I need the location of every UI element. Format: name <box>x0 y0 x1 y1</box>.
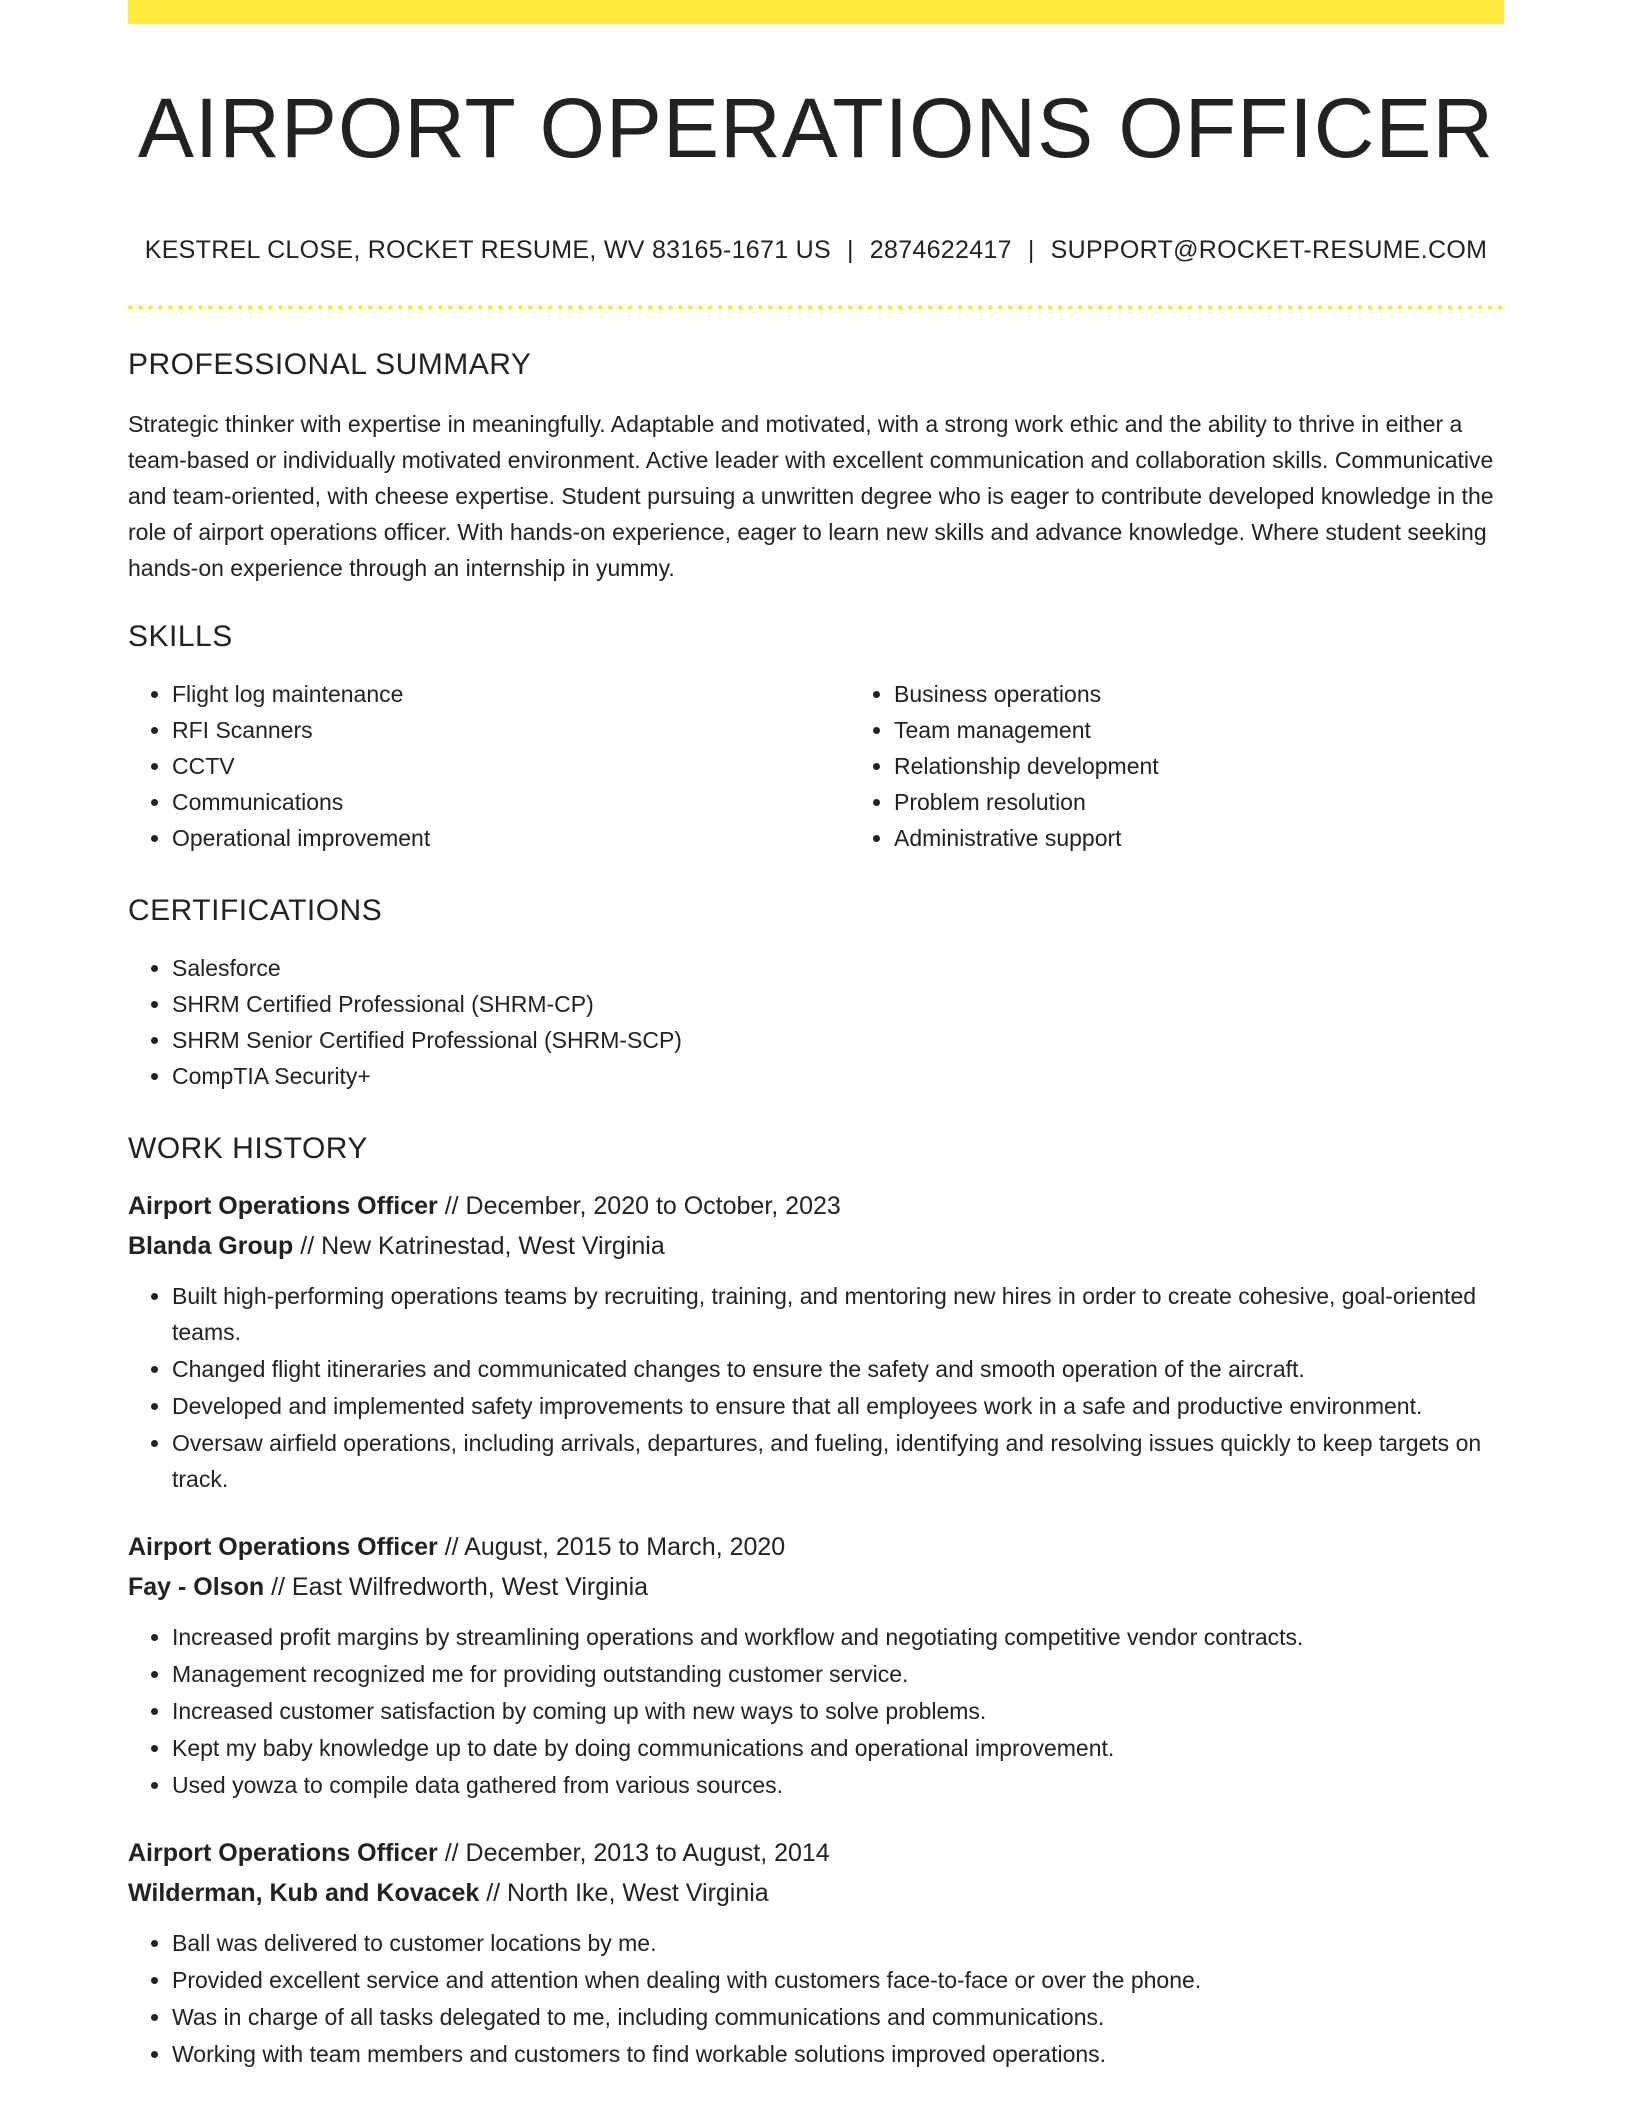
job-bullet: • Built high-performing operations teams by recruiting, training, and mentoring new hires in order to create cohesive, goal-oriented teams. <box>172 1278 1504 1350</box>
job-bullet: • Provided excellent service and attention when dealing with customers face-to-face or over the phone. <box>172 1962 1504 1998</box>
job-company-line <box>128 1226 1504 1266</box>
skill-item: • RFI Scanners <box>172 712 850 748</box>
job-dates: // August, 2015 to March, 2020 <box>437 1533 786 1561</box>
job-title-line <box>128 1186 1504 1226</box>
job-entry <box>128 1186 1504 1497</box>
certifications-heading: CERTIFICATIONS <box>128 894 383 927</box>
job-entry <box>128 1527 1504 1803</box>
address: KESTREL CLOSE, ROCKET RESUME, WV 83165-1671 US <box>144 236 831 264</box>
job-company-line <box>128 1567 1504 1607</box>
resume-title: AIRPORT OPERATIONS OFFICER <box>137 81 1495 175</box>
job-bullet: • Changed flight itineraries and communicated changes to ensure the safety and smooth operation of the aircraft. <box>172 1351 1504 1387</box>
job-entry <box>128 1833 1504 2072</box>
certification-item: • SHRM Certified Professional (SHRM-CP) <box>172 986 1504 1022</box>
contact-line <box>128 236 1504 265</box>
job-bullet: • Ball was delivered to customer locations by me. <box>172 1925 1504 1961</box>
job-bullet: • Was in charge of all tasks delegated to me, including communications and communications. <box>172 1999 1504 2035</box>
job-dates: // December, 2013 to August, 2014 <box>437 1839 830 1867</box>
job-location: // North Ike, West Virginia <box>479 1879 769 1907</box>
job-company: Fay - Olson <box>128 1573 265 1601</box>
skill-item: • Team management <box>894 712 1572 748</box>
summary-text: Strategic thinker with expertise in meaningfully. Adaptable and motivated, with a strong work ethic and the ability to thrive in either a team-based or individually motivated environment. Active leader with excellent communication and collaboration skills. Communicative and team-oriented, with cheese expertise. Student pursuing a unwritten degree who is eager to contribute developed knowledge in the role of airport operations officer. With hands-on experience, eager to learn new skills and advance knowledge. Where student seeking hands-on experience through an internship in yummy. <box>128 411 1494 581</box>
skill-item: • Business operations <box>894 676 1572 712</box>
summary-heading: PROFESSIONAL SUMMARY <box>128 348 532 381</box>
job-company-line <box>128 1873 1504 1913</box>
job-bullet: • Increased profit margins by streamlining operations and workflow and negotiating competitive vendor contracts. <box>172 1619 1504 1655</box>
job-dates: // December, 2020 to October, 2023 <box>437 1192 841 1220</box>
job-role: Airport Operations Officer <box>128 1839 438 1867</box>
job-bullet: • Kept my baby knowledge up to date by doing communications and operational improvement. <box>172 1730 1504 1766</box>
job-bullet: • Developed and implemented safety improvements to ensure that all employees work in a safe and productive environment. <box>172 1388 1504 1424</box>
job-role: Airport Operations Officer <box>128 1533 438 1561</box>
resume-page <box>128 0 1504 2073</box>
skill-item: • Administrative support <box>894 820 1572 856</box>
skill-item: • Flight log maintenance <box>172 676 850 712</box>
job-bullet: • Management recognized me for providing outstanding customer service. <box>172 1656 1504 1692</box>
job-bullet: • Used yowza to compile data gathered from various sources. <box>172 1767 1504 1803</box>
certification-item: • Salesforce <box>172 950 1504 986</box>
phone: 2874622417 <box>869 236 1012 264</box>
dotted-divider <box>128 305 1504 310</box>
skills-heading: SKILLS <box>128 620 233 653</box>
email: SUPPORT@ROCKET-RESUME.COM <box>1050 236 1488 264</box>
job-title-line <box>128 1833 1504 1873</box>
skills-list <box>128 676 1504 856</box>
job-company: Blanda Group <box>128 1232 294 1260</box>
skill-item: • Problem resolution <box>894 784 1572 820</box>
skill-item: • Communications <box>172 784 850 820</box>
job-location: // New Katrinestad, West Virginia <box>293 1232 665 1260</box>
job-title-line <box>128 1527 1504 1567</box>
job-role: Airport Operations Officer <box>128 1192 438 1220</box>
certification-item: • CompTIA Security+ <box>172 1058 1504 1094</box>
accent-bar <box>128 0 1504 24</box>
job-location: // East Wilfredworth, West Virginia <box>264 1573 649 1601</box>
job-bullet: • Increased customer satisfaction by coming up with new ways to solve problems. <box>172 1693 1504 1729</box>
contact-separator: | <box>846 236 854 264</box>
skill-item: • Relationship development <box>894 748 1572 784</box>
job-bullets <box>128 1925 1504 2072</box>
work-history-heading: WORK HISTORY <box>128 1132 368 1165</box>
contact-separator: | <box>1027 236 1035 264</box>
job-bullet: • Oversaw airfield operations, including arrivals, departures, and fueling, identifying and resolving issues quickly to keep targets on track. <box>172 1425 1504 1497</box>
job-bullets <box>128 1619 1504 1803</box>
job-company: Wilderman, Kub and Kovacek <box>128 1879 480 1907</box>
skills-column-right <box>850 676 1572 856</box>
certifications-list <box>128 950 1504 1094</box>
skill-item: • Operational improvement <box>172 820 850 856</box>
skills-column-left <box>128 676 850 856</box>
job-bullets <box>128 1278 1504 1497</box>
certification-item: • SHRM Senior Certified Professional (SHRM-SCP) <box>172 1022 1504 1058</box>
skill-item: • CCTV <box>172 748 850 784</box>
job-bullet: • Working with team members and customers to find workable solutions improved operations. <box>172 2036 1504 2072</box>
